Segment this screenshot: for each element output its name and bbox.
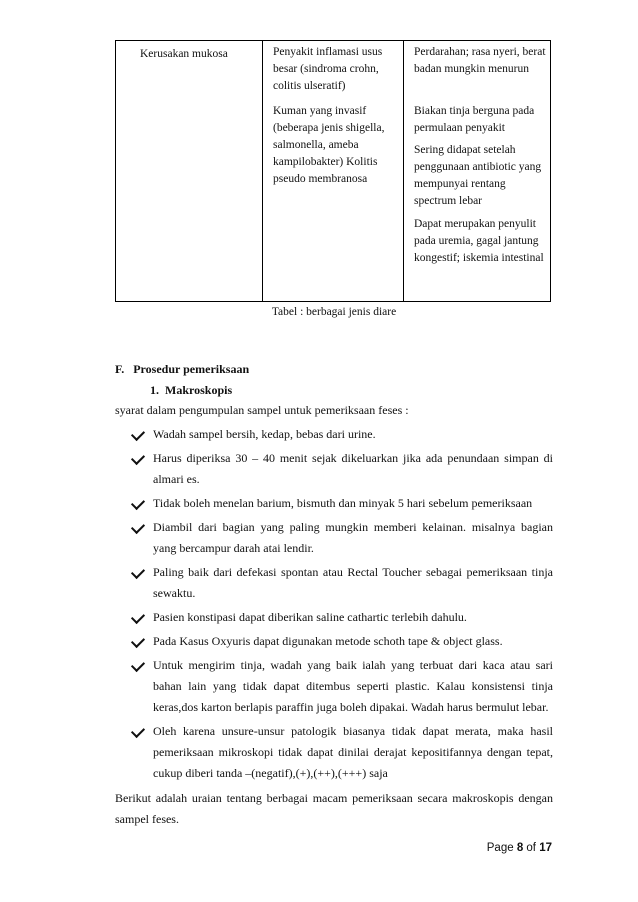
table-cell: Kerusakan mukosa — [140, 48, 228, 60]
list-item: Untuk mengirim tinja, wadah yang baik ialah yang terbuat dari kaca atau sari bahan lain yang tidak dapat ditembus seperti plastic. Kalau konsistensi tinja keras,dos karton berlapis paraffin juga boleh dipakai. Wadah harus bermulut lebar. — [115, 655, 553, 718]
table-cell: Sering didapat setelah penggunaan antibiotic yang mempunyai rentang spectrum lebar — [414, 144, 542, 207]
subsection-heading: 1. Makroskopis — [150, 383, 233, 397]
closing-paragraph: Berikut adalah uraian tentang berbagai macam pemeriksaan secara makroskopis dengan sampel feses. — [115, 791, 553, 826]
checkmark-icon — [131, 634, 145, 648]
list-item: Oleh karena unsure-unsur patologik biasanya tidak dapat merata, maka hasil pemeriksaan mikroskopi tidak dapat dinilai derajat kepositifannya dengan tepat, cukup diberi tanda –(negatif),(+),(++),(+++) saja — [115, 721, 553, 784]
checkmark-icon — [131, 520, 145, 534]
table-cell: Dapat merupakan penyulit pada uremia, gagal jantung kongestif; iskemia intestinal — [414, 218, 544, 264]
table-column-mechanism — [116, 41, 262, 301]
section-heading: F. Prosedur pemeriksaan — [115, 362, 250, 376]
requirements-list — [115, 424, 553, 787]
list-item: Wadah sampel bersih, kedap, bebas dari urine. — [115, 424, 553, 445]
checkmark-icon — [131, 427, 145, 441]
table-cell: Kuman yang invasif (beberapa jenis shigella, salmonella, ameba kampilobakter) Kolitis pseudo membranosa — [273, 105, 385, 185]
intro-text: syarat dalam pengumpulan sampel untuk pemeriksaan feses : — [115, 403, 409, 417]
checkmark-icon — [131, 496, 145, 510]
checkmark-icon — [131, 610, 145, 624]
list-item: Paling baik dari defekasi spontan atau Rectal Toucher sebagai pemeriksaan tinja sewaktu. — [115, 562, 553, 604]
page-number: Page 8 of 17 — [486, 842, 552, 854]
table-cell: Biakan tinja berguna pada permulaan penyakit — [414, 105, 535, 134]
list-item: Diambil dari bagian yang paling mungkin memberi kelainan. misalnya bagian yang bercampur darah atai lendir. — [115, 517, 553, 559]
table-caption: Tabel : berbagai jenis diare — [271, 306, 397, 318]
checkmark-icon — [131, 451, 145, 465]
checkmark-icon — [131, 565, 145, 579]
table-column-notes — [403, 41, 550, 301]
table-cell: Penyakit inflamasi usus besar (sindroma crohn, colitis ulseratif) — [273, 46, 383, 92]
diarrhea-table — [115, 40, 551, 302]
checkmark-icon — [131, 658, 145, 672]
list-item: Harus diperiksa 30 – 40 menit sejak dikeluarkan jika ada penundaan simpan di almari es. — [115, 448, 553, 490]
table-cell: Perdarahan; rasa nyeri, berat badan mungkin menurun — [414, 46, 546, 75]
list-item: Pada Kasus Oxyuris dapat digunakan metode schoth tape & object glass. — [115, 631, 553, 652]
list-item: Pasien konstipasi dapat diberikan saline cathartic terlebih dahulu. — [115, 607, 553, 628]
table-column-causes — [262, 41, 403, 301]
checkmark-icon — [131, 724, 145, 738]
list-item: Tidak boleh menelan barium, bismuth dan minyak 5 hari sebelum pemeriksaan — [115, 493, 553, 514]
